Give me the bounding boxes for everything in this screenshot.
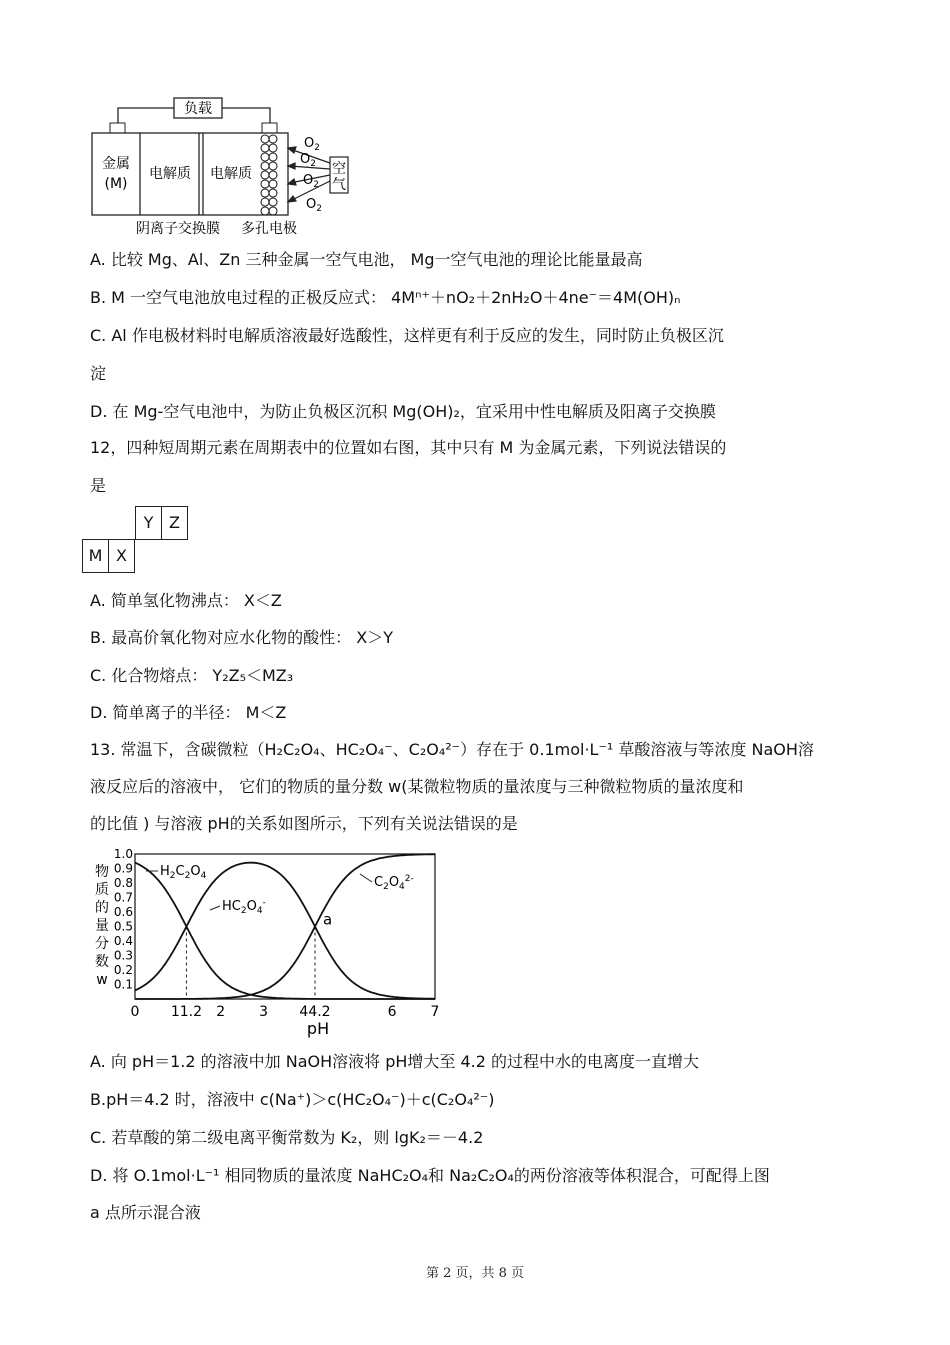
q13-stem-line1: 13. 常温下，含碳微粒（H₂C₂O₄、HC₂O₄⁻、C₂O₄²⁻）存在于 0.1mol·L⁻¹ 草酸溶液与等浓度 NaOH溶: [90, 740, 814, 759]
x-tick-label: 44.2: [299, 1004, 331, 1020]
q13-stem-line2: 液反应后的溶液中， 它们的物质的量分数 w(某微粒物质的量浓度与三种微粒物质的量浓度和: [90, 777, 744, 796]
q13-option-d-line2: a 点所示混合液: [90, 1203, 201, 1222]
battery-diagram: [90, 95, 360, 240]
label-leader: [210, 906, 220, 910]
electrolyte-left-label: 电解质: [149, 166, 191, 182]
y-axis-label-char: 质: [95, 882, 109, 898]
chart-dashed-lines: [186, 927, 315, 1000]
x-tick-label: 2: [216, 1004, 226, 1020]
y-tick-label: 0.3: [113, 948, 133, 963]
q12-stem-line1: 12，四种短周期元素在周期表中的位置如右图，其中只有 M 为金属元素，下列说法错误的: [90, 438, 727, 457]
y-tick-label: 0.2: [113, 963, 133, 977]
y-axis-label-char: w: [96, 972, 108, 988]
metal-label-2: (M): [104, 176, 128, 192]
label-leader: [360, 874, 372, 882]
q11-option-c-line1: C. Al 作电极材料时电解质溶液最好选酸性，这样更有利于反应的发生，同时防止负极区沉: [90, 326, 724, 345]
q13-option-a: A. 向 pH＝1.2 的溶液中加 NaOH溶液将 pH增大至 4.2 的过程中水的电离度一直增大: [90, 1052, 700, 1071]
label-hc2o4: $HC_2O_4^-$: [222, 898, 266, 916]
y-tick-label: 0.4: [113, 934, 133, 948]
q11-option-c-line2: 淀: [90, 364, 107, 383]
periodic-table-fragment: [82, 506, 192, 582]
chart-ylabel: [95, 863, 109, 988]
membrane-label: 阴离子交换膜: [136, 221, 220, 237]
y-axis-label-char: 数: [95, 954, 109, 970]
right-terminal: [262, 123, 277, 133]
metal-label-1: 金属: [102, 156, 130, 172]
x-tick-label: 0: [130, 1004, 140, 1020]
y-axis-label-char: 物: [95, 864, 109, 880]
o2-label-3: $O_2$: [303, 173, 319, 190]
chart-series-labels: [146, 864, 414, 916]
page-footer: 第 2 页，共 8 页: [425, 1266, 525, 1281]
air-label-1: 空: [332, 161, 346, 177]
q12-stem-line2: 是: [90, 476, 107, 495]
o2-label-1: $O_2$: [304, 136, 320, 153]
y-tick-label: 0.9: [113, 861, 133, 876]
x-tick-label: 3: [259, 1004, 269, 1020]
cell-y: Y: [135, 506, 162, 540]
q13-stem-line3: 的比值 ) 与溶液 pH的关系如图所示，下列有关说法错误的是: [90, 814, 518, 833]
y-tick-label: 0.1: [113, 977, 133, 992]
cell-m: M: [82, 539, 109, 573]
y-tick-label: 0.6: [113, 905, 133, 919]
y-tick-label: 1.0: [113, 847, 133, 861]
y-tick-label: 0.7: [113, 890, 133, 905]
q11-option-d: D. 在 Mg-空气电池中，为防止负极区沉积 Mg(OH)₂，宜采用中性电解质及阳离子交换膜: [90, 402, 716, 421]
cell-x: X: [108, 539, 135, 573]
ph-distribution-chart: [88, 844, 448, 1040]
label-h2c2o4: $H_2C_2O_4$: [160, 864, 207, 881]
q12-option-d: D. 简单离子的半径： M＜Z: [90, 703, 287, 722]
chart-annotation-a: a: [323, 910, 333, 929]
o2-label-4: $O_2$: [306, 197, 322, 214]
chart-x-ticks: [131, 1004, 440, 1020]
cell-z: Z: [161, 506, 188, 540]
x-tick-label: 7: [430, 1004, 440, 1020]
chart-y-ticks: [114, 847, 133, 992]
chart-xlabel: pH: [306, 1019, 330, 1038]
electrode-label: 多孔电极: [241, 221, 297, 237]
label-c2o4: $C_2O_4^{2-}$: [374, 874, 414, 892]
q11-option-b: B. M 一空气电池放电过程的正极反应式： 4Mⁿ⁺＋nO₂＋2nH₂O＋4ne⁻＝4M(OH)ₙ: [90, 288, 681, 307]
y-axis-label-char: 量: [95, 918, 109, 934]
x-tick-label: 11.2: [170, 1004, 203, 1020]
q13-option-d-line1: D. 将 O.1mol·L⁻¹ 相同物质的量浓度 NaHC₂O₄和 Na₂C₂O₄的两份溶液等体积混合，可配得上图: [90, 1166, 770, 1185]
air-label-2: 气: [332, 177, 346, 193]
q13-option-b: B.pH＝4.2 时，溶液中 c(Na⁺)＞c(HC₂O₄⁻)＋c(C₂O₄²⁻): [90, 1090, 495, 1109]
left-terminal: [110, 123, 125, 133]
y-axis-label-char: 分: [95, 936, 109, 952]
q13-option-c: C. 若草酸的第二级电离平衡常数为 K₂，则 lgK₂＝－4.2: [90, 1128, 484, 1147]
x-tick-label: 6: [387, 1004, 397, 1020]
o2-label-2: $O_2$: [300, 152, 316, 169]
q12-option-b: B. 最高价氧化物对应水化物的酸性： X＞Y: [90, 628, 393, 647]
q12-option-a: A. 简单氢化物沸点： X＜Z: [90, 591, 282, 610]
electrolyte-right-label: 电解质: [210, 166, 252, 182]
load-label: 负载: [184, 101, 212, 117]
y-tick-label: 0.5: [113, 919, 133, 934]
q12-option-c: C. 化合物熔点： Y₂Z₅＜MZ₃: [90, 666, 294, 685]
q11-option-a: A. 比较 Mg、Al、Zn 三种金属一空气电池， Mg一空气电池的理论比能量最高: [90, 250, 643, 269]
y-tick-label: 0.8: [113, 876, 133, 890]
y-axis-label-char: 的: [95, 900, 109, 916]
